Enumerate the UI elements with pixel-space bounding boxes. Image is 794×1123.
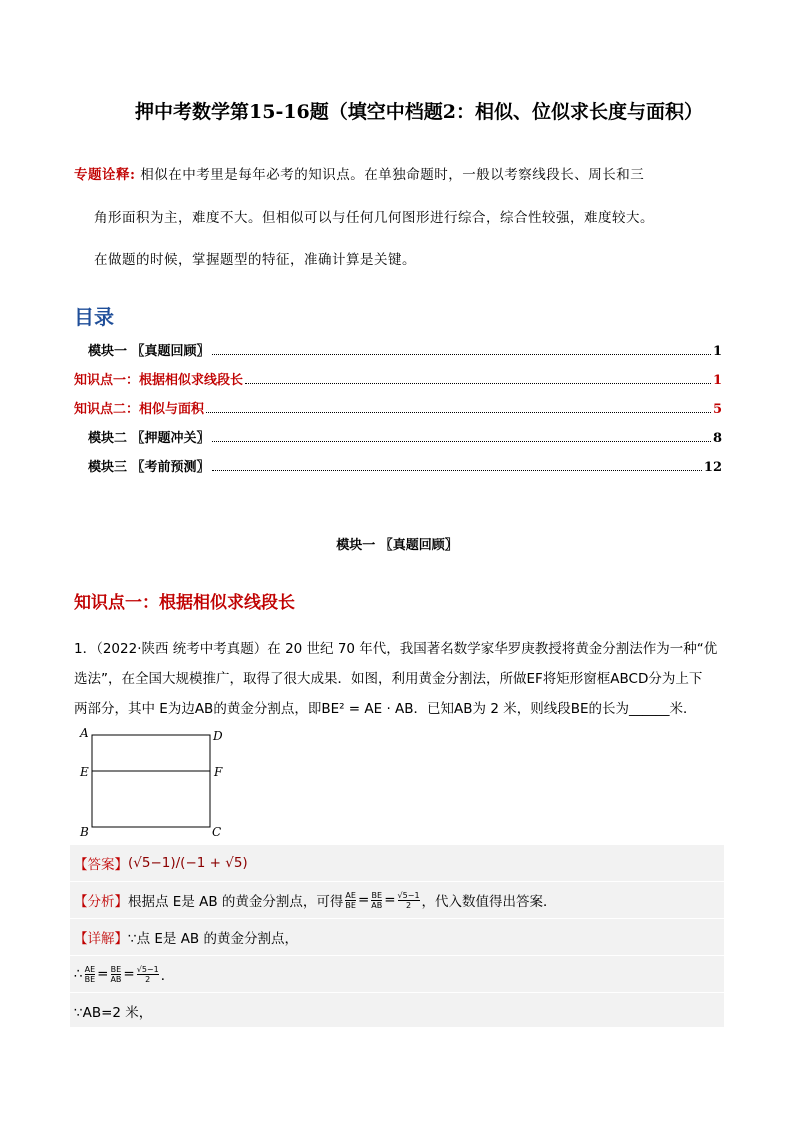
solution-box bbox=[70, 845, 724, 1027]
toc-leader bbox=[206, 402, 711, 413]
question-line-2: 选法”，在全国大规模推广，取得了很大成果．如图，利用黄金分割法，所做EF将矩形窗框ABCD分为上下 bbox=[74, 671, 703, 687]
detail-row bbox=[70, 919, 724, 956]
toc-item-label: 模块三 〖考前预测〗 bbox=[88, 460, 210, 475]
label-b: B bbox=[80, 825, 89, 839]
toc-leader bbox=[212, 431, 711, 442]
question-line-3: 两部分，其中 E为边AB的黄金分割点，即BE² = AE · AB．已知AB为 2 米，则线段BE的长为______米． bbox=[74, 701, 697, 717]
intro-label: 专题诠释: bbox=[74, 167, 136, 183]
label-e: E bbox=[80, 765, 89, 779]
intro-line-1 bbox=[74, 163, 644, 183]
module-heading: 模块一 〖真题回顾〗 bbox=[336, 538, 458, 553]
label-c: C bbox=[212, 825, 222, 839]
answer-label: 【答案】 bbox=[74, 857, 128, 873]
analysis-label: 【分析】 bbox=[74, 894, 128, 910]
toc-item[interactable] bbox=[74, 369, 722, 388]
intro-line-3: 在做题的时候，掌握题型的特征，准确计算是关键。 bbox=[94, 252, 416, 268]
answer-row bbox=[70, 845, 724, 882]
toc-item[interactable] bbox=[88, 427, 722, 446]
fraction-golden: $\frac{√5-1}{2}$ bbox=[397, 890, 420, 910]
detail-label: 【详解】 bbox=[74, 931, 128, 947]
fraction-ae-be: $\frac{AE}{BE}$ bbox=[345, 890, 356, 910]
toc-item-page: 12 bbox=[703, 460, 722, 475]
analysis-tail: ，代入数值得出答案． bbox=[421, 894, 557, 910]
detail-equation-row: ∴ $\frac{AE}{BE}$ = $\frac{BE}{AB}$ = $\frac{√5-1}{2}$ ． bbox=[70, 956, 724, 993]
detail-given-row: ∵AB=2 米， bbox=[74, 1005, 153, 1021]
intro-line-2: 角形面积为主，难度不大。但相似可以与任何几何图形进行综合，综合性较强，难度较大。 bbox=[94, 210, 654, 226]
toc-item[interactable] bbox=[88, 456, 722, 475]
toc-item-page: 8 bbox=[712, 431, 722, 446]
toc-leader bbox=[245, 373, 711, 384]
rectangle-figure bbox=[75, 725, 235, 840]
toc-item-page: 5 bbox=[712, 402, 722, 417]
toc-item[interactable] bbox=[74, 398, 722, 417]
toc-item-page: 1 bbox=[712, 344, 722, 359]
intro-text: 相似在中考里是每年必考的知识点。在单独命题时，一般以考察线段长、周长和三 bbox=[140, 167, 645, 183]
analysis-row: 【分析】 根据点 E是 AB 的黄金分割点，可得 $\frac{AE}{BE}$ = $\frac{BE}{AB}$ = $\frac{√5-1}{2}$ ，代入数值得出答案． bbox=[70, 882, 724, 919]
fraction-be-ab: $\frac{BE}{AB}$ bbox=[371, 890, 383, 910]
toc-heading: 目录 bbox=[74, 305, 114, 329]
answer-value: (√5−1)/(−1 + √5) bbox=[128, 855, 248, 871]
toc-leader bbox=[212, 344, 711, 355]
label-d: D bbox=[213, 729, 223, 743]
label-f: F bbox=[214, 765, 223, 779]
question-line-1: 1．（2022·陕西 统考中考真题）在 20 世纪 70 年代，我国著名数学家华罗庚教授将黄金分割法作为一种“优 bbox=[74, 641, 718, 657]
label-a: A bbox=[80, 726, 89, 740]
page-title: 押中考数学第15-16题（填空中档题2：相似、位似求长度与面积） bbox=[135, 101, 703, 123]
section-heading: 知识点一：根据相似求线段长 bbox=[74, 593, 295, 613]
detail-text: ∵点 E是 AB 的黄金分割点， bbox=[128, 931, 298, 947]
toc-item-label: 知识点一：根据相似求线段长 bbox=[74, 373, 244, 388]
toc-item-label: 知识点二：相似与面积 bbox=[74, 402, 205, 417]
toc-item-page: 1 bbox=[712, 373, 722, 388]
toc-item-label: 模块一 〖真题回顾〗 bbox=[88, 344, 210, 359]
toc-item-label: 模块二 〖押题冲关〗 bbox=[88, 431, 210, 446]
toc-item[interactable] bbox=[88, 340, 722, 359]
analysis-text: 根据点 E是 AB 的黄金分割点，可得 bbox=[128, 894, 344, 910]
toc-leader bbox=[212, 460, 702, 471]
